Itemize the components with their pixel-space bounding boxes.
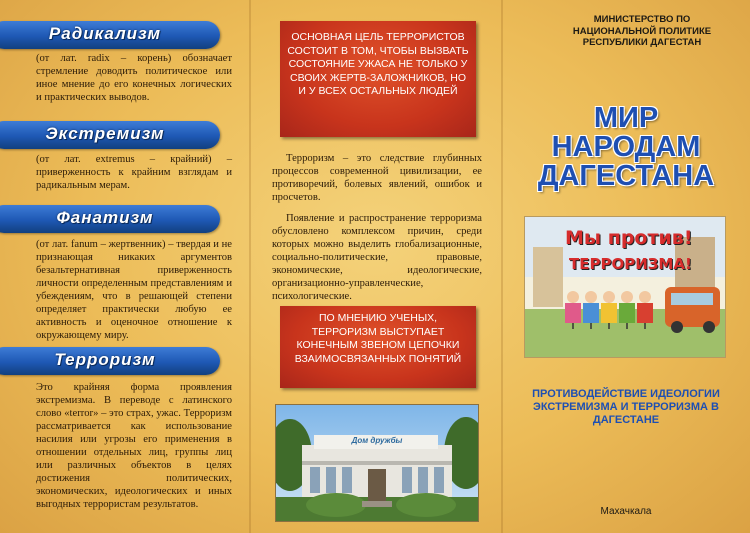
drawing-slogan-1: Мы против! (565, 227, 693, 249)
heading-radicalism: Радикализм (48, 24, 162, 43)
heading-fanaticism-banner (0, 205, 220, 233)
panel-cover (502, 0, 750, 533)
red-box-main-goal (280, 21, 476, 137)
cover-subtitle: ПРОТИВОДЕЙСТВИЕ ИДЕОЛОГИИ ЭКСТРЕМИЗМА И ТЕРРОРИЗМА В ДАГЕСТАНЕ (532, 388, 720, 426)
friendship-house-photo (275, 404, 479, 522)
heading-extremism-banner (0, 121, 220, 149)
red-box-main-goal-text: ОСНОВНАЯ ЦЕЛЬ ТЕРРОРИСТОВ СОСТОИТ В ТОМ, ЧТОБЫ ВЫЗВАТЬ СОСТОЯНИЕ УЖАСА НЕ ТОЛЬКО У СВОИХ ЖЕРТВ-ЗАЛОЖНИКОВ, НО И У ВСЕХ ОСТАЛЬНЫХ ЛЮДЕЙ (287, 31, 469, 97)
paragraph-causes: Появление и распространение терроризма обусловлено комплексом причин, среди которых можно выделить глобализационные, социально-политические, правовые, экономические, идеологические, организационно-управленческие, психологические. (272, 213, 482, 302)
text-fanaticism: (от лат. fanum – жертвенник) – твердая и не признающая никаких аргументов безальтернативная приверженность личности определенным представлениям и убеждениям, что в решающей степени определяет практически любую ее активность и оценочное отношение к окружающему миру. (36, 239, 232, 341)
heading-terrorism-banner (0, 347, 220, 375)
drawing-slogan-2: ТЕРРОРИЗМА! (569, 255, 692, 273)
friendship-house-sign: Дом дружбы (351, 436, 403, 445)
panel-terrorism-causes (250, 0, 502, 533)
text-extremism: (от лат. extremus – крайний) – приверженность к крайним взглядам и радикальным мерам. (36, 154, 232, 191)
heading-terrorism: Терроризм (54, 350, 156, 369)
red-box-scientists-opinion (280, 306, 476, 388)
children-drawing (524, 216, 726, 358)
heading-extremism: Экстремизм (45, 124, 165, 143)
heading-fanaticism: Фанатизм (56, 208, 154, 227)
heading-radicalism-banner (0, 21, 220, 49)
red-box-scientists-text: ПО МНЕНИЮ УЧЕНЫХ, ТЕРРОРИЗМ ВЫСТУПАЕТ КОНЕЧНЫМ ЗВЕНОМ ЦЕПОЧКИ ВЗАИМОСВЯЗАННЫХ ПОНЯТИЙ (294, 312, 462, 365)
cover-title: МИР НАРОДАМ ДАГЕСТАНА (537, 102, 715, 192)
city-name: Махачкала (600, 506, 652, 517)
text-radicalism: (от лат. radix – корень) обозначает стремление доводить политическое или иное мнение до его конечных логических и практических выводов. (36, 53, 232, 103)
panel-definitions (0, 0, 250, 533)
ministry-name: МИНИСТЕРСТВО ПО НАЦИОНАЛЬНОЙ ПОЛИТИКЕ РЕСПУБЛИКИ ДАГЕСТАН (572, 14, 712, 48)
text-terrorism: Это крайняя форма проявления экстремизма. В переводе с латинского слово «terror» – это страх, ужас. Терроризм рассматривается как использование насилия или угрозы его применения в отношении отдельных лиц, группы лиц или различных объектов в целях достижения политических, экономических, идеологических и иных выгодных террористам результатов. (36, 382, 232, 510)
paragraph-consequence: Терроризм – это следствие глубинных процессов современной цивилизации, ее противоречий, болевых явлений, ошибок и просчетов. (272, 153, 482, 203)
friendship-house-photo-image (276, 405, 478, 521)
